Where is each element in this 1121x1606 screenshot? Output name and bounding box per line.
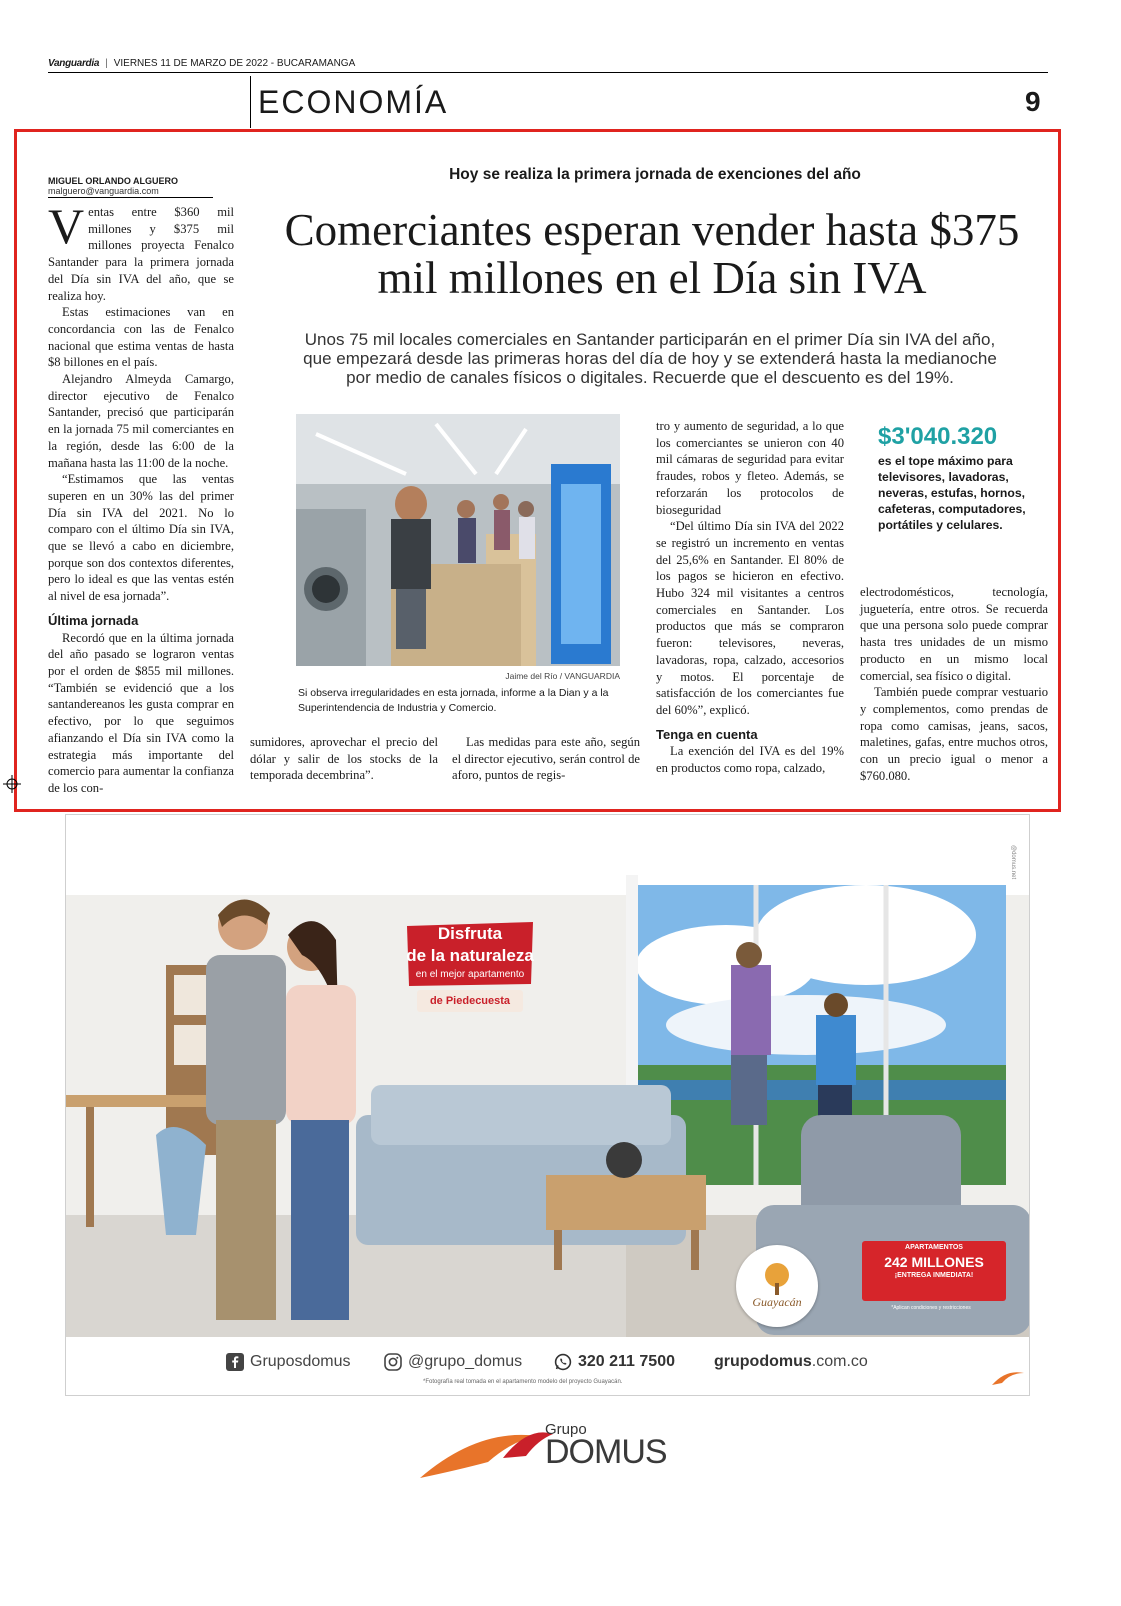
instagram-link[interactable] — [384, 1353, 522, 1371]
section-title: ECONOMÍA — [258, 84, 449, 120]
ad-contact-bar — [66, 1337, 1030, 1396]
price-line-2: 242 MILLONES — [884, 1254, 984, 1270]
ad-disclaimer: *Fotografía real tomada en el apartamento modelo del proyecto Guayacán. — [423, 1379, 623, 1385]
domus-logo-grupo: Grupo — [545, 1421, 587, 1438]
domus-advertisement[interactable] — [65, 814, 1030, 1396]
masthead — [48, 58, 1048, 69]
subhead-ultima-jornada: Última jornada — [48, 612, 139, 628]
whatsapp-link[interactable] — [554, 1353, 675, 1371]
page-number: 9 — [1025, 86, 1041, 117]
domus-logo-name: DOMUS — [545, 1433, 667, 1471]
ad-vertical-credit: @domus.net — [1010, 845, 1016, 880]
store-photo — [296, 414, 620, 666]
paragraph: “Estimamos que las ventas superen en un 30% las del primer Día sin IVA del 2021. No lo comparo con el último Día sin IVA, que se llevó a cabo en diciembre, porque son dos contextos diferentes, pero lo ideal es que las ventas estén al nivel de esa jornada”. — [48, 472, 234, 604]
facebook-link[interactable] — [226, 1353, 351, 1371]
facebook-handle: Gruposdomus — [250, 1353, 351, 1370]
lead-paragraph — [48, 198, 234, 304]
ad-promo-badge-text — [403, 920, 537, 1028]
badge-line-2: de la naturaleza — [406, 946, 534, 965]
price-line-3: ¡ENTREGA INMEDIATA! — [894, 1272, 974, 1279]
instagram-icon — [384, 1353, 402, 1371]
guayacan-logo-text: Guayacán — [752, 1295, 802, 1309]
factbox-amount: $3'040.320 — [878, 423, 998, 450]
facebook-icon — [226, 1353, 244, 1371]
paragraph: La exención del IVA es del 19% en productos como ropa, calzado, — [656, 744, 844, 776]
headline: Comerciantes esperan vender hasta $375 mil millones en el Día sin IVA — [284, 205, 1020, 303]
paragraph: También puede comprar vestuario y complementos, como prendas de ropa como camisas, jeans, sacos, maletines, gafas, entre muchos otros, con un precio igual o menor a $760.080. — [860, 685, 1048, 783]
tree-icon — [736, 1245, 818, 1327]
photo-caption: Si observa irregularidades en esta jornada, informe a la Dian y a la Superintendencia de Industria y Comercio. — [298, 687, 609, 714]
article-column-3 — [452, 734, 640, 784]
factbox — [878, 423, 1048, 533]
paragraph: sumidores, aprovechar el precio del dólar y salir de los stocks de la temporada decembrina”. — [250, 735, 438, 783]
ad-price-tag — [862, 1241, 1006, 1301]
masthead-separator: | — [105, 58, 108, 69]
website-link[interactable] — [714, 1353, 868, 1371]
instagram-handle: @grupo_domus — [408, 1353, 523, 1370]
paragraph: Las medidas para este año, según el director ejecutivo, serán control de aforo, puntos de regis- — [452, 735, 640, 783]
paragraph: Estas estimaciones van en concordancia con las de Fenalco nacional que estima ventas de hasta $8 billones en el país. — [48, 305, 234, 370]
website-tld: .com.co — [811, 1353, 868, 1370]
phone-number: 320 211 7500 — [578, 1353, 675, 1370]
subhead-tenga-en-cuenta: Tenga en cuenta — [656, 726, 758, 742]
article-column-2 — [250, 734, 438, 784]
website-domain: grupodomus — [714, 1353, 812, 1370]
article-column-5 — [860, 584, 1048, 784]
badge-line-4: de Piedecuesta — [417, 990, 523, 1012]
whatsapp-icon — [554, 1353, 572, 1371]
badge-line-3: en el mejor apartamento — [415, 969, 525, 980]
store-photo-image — [296, 414, 620, 666]
article-column-4 — [656, 418, 844, 777]
masthead-dateline: VIERNES 11 DE MARZO DE 2022 - BUCARAMANGA — [113, 58, 356, 69]
deck: Unos 75 mil locales comerciales en Santander participarán en el primer Día sin IVA del año, que empezará desde las primeras horas del día de hoy y se extenderá hasta la medianoche por medio de canales físicos o digitales. Recuerde que el descuento es del 19%. — [303, 330, 997, 387]
guayacan-logo — [736, 1245, 818, 1327]
lead-text: entas entre $360 mil millones y $375 mil millones proyecta Fenalco Santander para la primera jornada del Día sin IVA del año, que se realiza hoy. — [48, 205, 234, 303]
paragraph: Alejandro Almeyda Camargo, director ejecutivo de Fenalco Santander, precisó que participarán en la jornada 75 mil comerciantes en la región, desde las 6:00 de la mañana hasta las 11:00 de la noche. — [48, 372, 234, 470]
paragraph: tro y aumento de seguridad, a lo que los comerciantes se unieron con 40 mil cámaras de seguridad para evitar fraudes, robos y fleteo. Además, se reforzarán los protocolos de bioseguridad — [656, 419, 844, 517]
masthead-rule — [48, 72, 1048, 73]
domus-swoosh-icon — [990, 1367, 1026, 1387]
photo-credit: Jaime del Río / VANGUARDIA — [505, 671, 620, 681]
kicker: Hoy se realiza la primera jornada de exenciones del año — [449, 166, 861, 183]
byline-name: MIGUEL ORLANDO ALGUERO — [48, 176, 178, 186]
section-divider — [250, 76, 251, 128]
badge-line-1: Disfruta — [437, 924, 503, 943]
dropcap: V — [48, 198, 85, 254]
byline-email: malguero@vanguardia.com — [48, 186, 159, 196]
price-note: *Aplican condiciones y restricciones — [891, 1305, 971, 1311]
paragraph: electrodomésticos, tecnología, juguetería, entre otros. Se recuerda que una persona solo puede comprar hasta tres unidades de un mismo producto en un mismo local comercial, sea físico o digital. — [860, 585, 1048, 683]
price-line-1: APARTAMENTOS — [905, 1244, 963, 1251]
article-column-1 — [48, 198, 234, 797]
factbox-description: es el tope máximo para televisores, lavadoras, neveras, estufas, hornos, cafeteras, computadores, portátiles y celulares. — [878, 454, 1026, 532]
masthead-brand: Vanguardia — [48, 58, 100, 69]
paragraph: Recordó que en la última jornada del año pasado se lograron ventas por el orden de $855 mil millones. “También se evidenció que a los santandereanos les gusta comprar en efectivo, por lo que seguimos afianzando el Día sin IVA como la estrategia más importante del comercio para aumentar la confianza de los con- — [48, 630, 234, 795]
registration-mark-icon — [3, 775, 21, 793]
paragraph: “Del último Día sin IVA del 2022 se registró un incremento en ventas del 25,6% en Santander. El 80% de los pagos se hicieron en efectivo. Hubo 324 mil visitantes a centros comerciales en Santander. Los productos que más se compraron fueron: televisores, neveras, lavadoras, ropa, calzado, accesorios y motos. El porcentaje de satisfacción de los comerciantes fue del 60%”, explicó. — [656, 519, 844, 717]
